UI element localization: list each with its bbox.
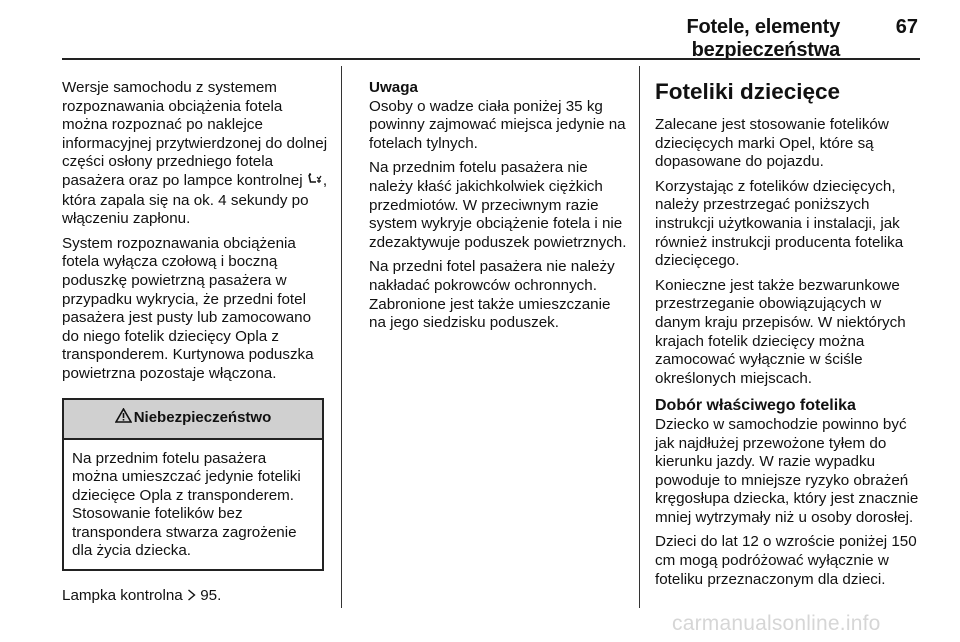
danger-warning-title: Niebezpieczeństwo [133, 409, 272, 427]
column-3 [655, 79, 925, 595]
page-number: 67 [895, 16, 918, 38]
column-1 [62, 79, 330, 613]
paragraph-indicator-reference: Lampka kontrolna 95. [62, 587, 330, 607]
note-block [369, 79, 631, 153]
paragraph-seat-covers: Na przedni fotel pasażera nie należy nakładać pokrowców ochronnych. Zabronione jest także umieszczanie na jego siedzisku poduszek. [369, 258, 615, 332]
paragraph-recommended-seats: Zalecane jest stosowanie fotelików dziecięcych marki Opel, które są dopasowane do pojazdu. [655, 116, 889, 171]
paragraph-children-under-12: Dzieci do lat 12 o wzroście poniżej 150 cm mogą podróżować wyłącznie w foteliku przeznaczonym dla dzieci. [655, 533, 917, 588]
seat-occupancy-airbag-icon [307, 173, 323, 192]
column-divider-2 [639, 66, 640, 608]
paragraph-rear-facing: Dziecko w samochodzie powinno być jak najdłużej przewożone tyłem do kierunku jazdy. W razie wypadku powoduje to mniejsze ryzyko obrażeń kręgosłupa dziecka, który jest znacznie mniej wytrzymały niż u osoby dorosłej. [655, 415, 919, 526]
subsection-title-seat-selection: Dobór właściwego fotelika [655, 397, 856, 415]
paragraph-seat-detection-intro: Wersje samochodu z systemem rozpoznawania obciążenia fotela można rozpoznać po naklejce informacyjnej przytwierdzonej do dolnej części osłony przedniego fotela pasażera oraz po lampce kontrolnej , która zapala się na ok. 4 sekundy po włączeniu zapłonu. [62, 79, 328, 228]
note-title: Uwaga [369, 79, 418, 96]
column-divider-1 [341, 66, 342, 608]
section-title-child-seats: Foteliki dziecięce [655, 79, 841, 104]
paragraph-heavy-objects: Na przednim fotelu pasażera nie należy kłaść jakichkolwiek ciężkich przedmiotów. W przeciwnym razie system wykryje obciążenie fotela i nie zdezaktywuje poduszek powietrznych. [369, 159, 627, 251]
paragraph-regulations: Konieczne jest także bezwarunkowe przestrzeganie obowiązujących w danym kraju przepisów. W niektórych krajach fotelik dziecięcy można zamocować wyłącznie w ściśle określonych miejscach. [655, 276, 906, 387]
page-reference-icon [187, 588, 196, 607]
watermark-text: carmanualsonline.info [672, 612, 881, 635]
danger-warning-text: Na przednim fotelu pasażera można umieszczać jedynie foteliki dziecięce Opla z transponderem. Stosowanie fotelików bez transpondera stwarza zagrożenie dla życia dziecka. [72, 449, 301, 560]
page-header-title: Fotele, elementy bezpieczeństwa [686, 16, 840, 61]
note-text: Osoby o wadze ciała poniżej 35 kg powinny zajmować miejsca jedynie na fotelach tylnych. [369, 97, 626, 152]
column-2 [369, 79, 631, 339]
danger-warning-box [62, 398, 324, 572]
warning-triangle-icon [115, 408, 132, 429]
danger-warning-header [64, 400, 322, 440]
paragraph-system-description: System rozpoznawania obciążenia fotela wyłącza czołową i boczną poduszkę powietrzną pasażera w przypadku wykrycia, że przedni fotel pasażera jest pusty lub zamocowano do niego fotelik dziecięcy Opla z transponderem. Kurtynowa poduszka powietrzna pozostaje włączona. [62, 234, 314, 382]
header-divider [62, 58, 920, 60]
paragraph-instructions: Korzystając z fotelików dziecięcych, należy przestrzegać poniższych instrukcji użytkowania i instalacji, jak również instrukcji producenta fotelika dziecięcego. [655, 177, 904, 270]
danger-warning-body [64, 440, 322, 570]
page-reference-number: 95. [200, 587, 222, 605]
